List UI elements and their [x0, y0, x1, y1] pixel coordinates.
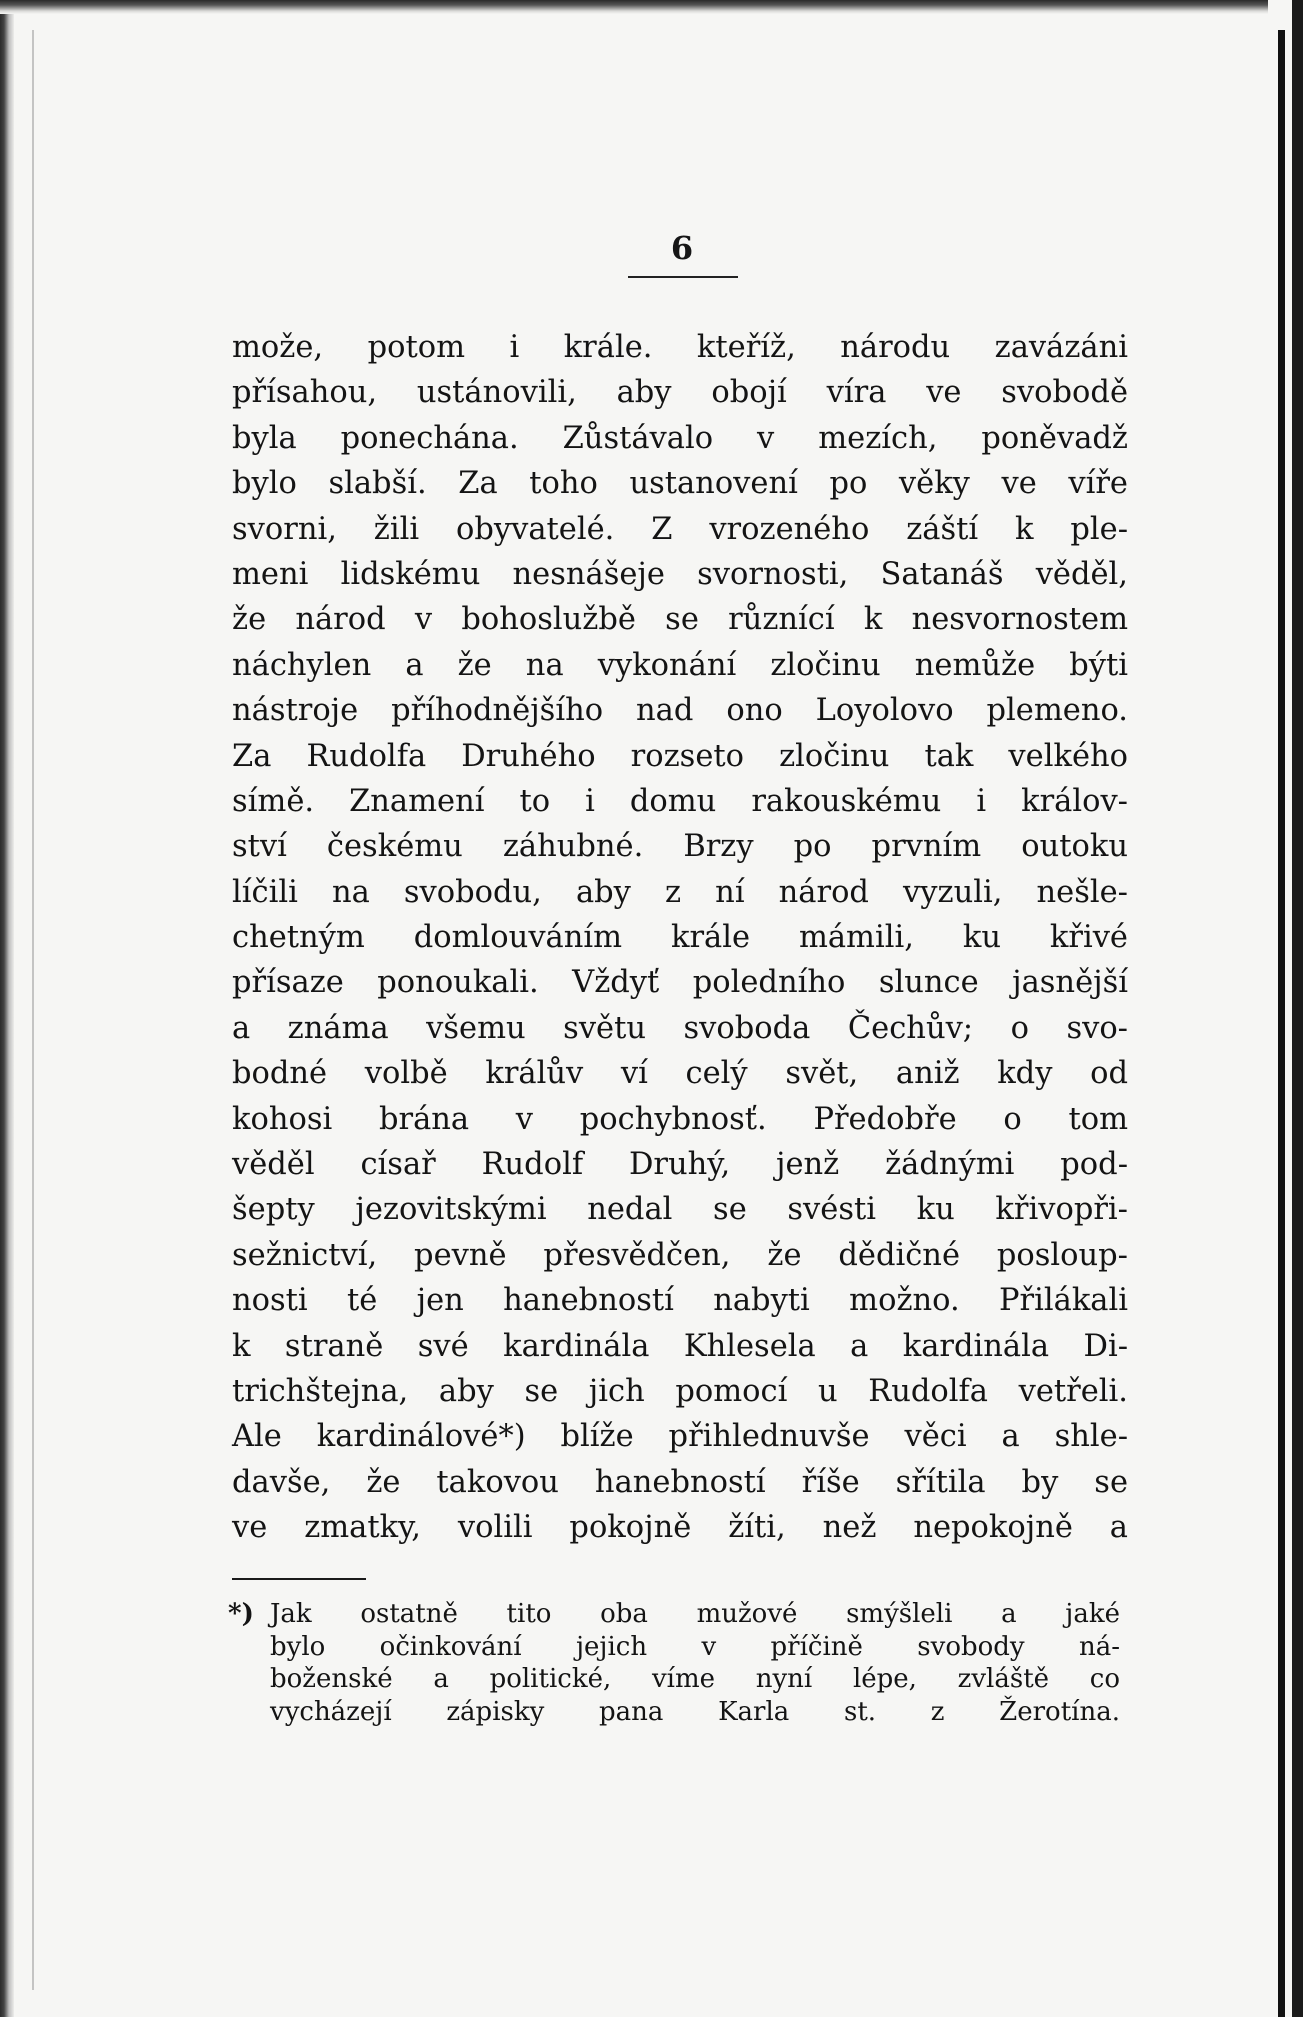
footnote-line: vycházejí zápisky pana Karla st. z Žerotína.	[270, 1696, 1120, 1727]
footnote-line: bylo očinkování jejich v příčině svobody ná-	[270, 1631, 1120, 1662]
text-line: meni lidskému nesnášeje svornosti, Satanáš věděl,	[232, 556, 1128, 592]
binding-edge	[1292, 0, 1303, 2017]
text-line: Za Rudolfa Druhého rozseto zločinu tak velkého	[232, 738, 1128, 774]
page-edge-shadow	[32, 30, 34, 1990]
footnote-line-first	[220, 1598, 1120, 1631]
binding-line	[1278, 30, 1285, 2017]
text-line: kohosi brána v pochybnosť. Předobře o tom	[232, 1101, 1128, 1137]
text-line: svorni, žili obyvatelé. Z vrozeného záští k ple-	[232, 511, 1128, 547]
text-line: náchylen a že na vykonání zločinu nemůže býti	[232, 647, 1128, 683]
text-line: byla ponechána. Zůstávalo v mezích, poněvadž	[232, 420, 1128, 456]
page-number-rule	[628, 276, 738, 278]
body-text	[232, 325, 1128, 1551]
text-line: Ale kardinálové*) blíže přihlednuvše věci a shle-	[232, 1419, 1128, 1455]
text-line: sežnictví, pevně přesvědčen, že dědičné posloup-	[232, 1237, 1128, 1273]
text-line: chetným domlouváním krále mámili, ku křivé	[232, 920, 1128, 956]
text-line: přísaze ponoukali. Vždyť poledního slunce jasnější	[232, 965, 1128, 1001]
text-line: že národ v bohoslužbě se různící k nesvornostem	[232, 602, 1128, 638]
text-line: šepty jezovitskými nedal se svésti ku křivopři-	[232, 1192, 1128, 1228]
page-number: 6	[670, 229, 694, 267]
footnote-marker: *)	[228, 1599, 254, 1629]
page-edge-right	[1268, 0, 1303, 2017]
text-line: věděl císař Rudolf Druhý, jenž žádnými pod-	[232, 1147, 1128, 1183]
text-line: bodné volbě králův ví celý svět, aniž kdy od	[232, 1056, 1128, 1092]
text-line: nástroje příhodnějšího nad ono Loyolovo plemeno.	[232, 693, 1128, 729]
footnote-rule	[232, 1578, 366, 1580]
text-line: k straně své kardinála Khlesela a kardinála Di-	[232, 1328, 1128, 1364]
page-edge-left	[0, 0, 14, 2017]
footnote-text: Jak ostatně tito oba mužové smýšleli a jaké	[270, 1599, 1120, 1629]
footnote-line: boženské a politické, víme nyní lépe, zvláště co	[270, 1664, 1120, 1694]
text-line: ve zmatky, volili pokojně žíti, než nepokojně a	[232, 1510, 1128, 1546]
page-edge-top	[0, 0, 1303, 14]
text-line: a známa všemu světu svoboda Čechův; o svo-	[232, 1010, 1128, 1046]
text-line: přísahou, ustánovili, aby obojí víra ve svobodě	[232, 375, 1128, 411]
text-line: može, potom i krále. kteříž, národu zavázáni	[232, 330, 1128, 365]
text-line: bylo slabší. Za toho ustanovení po věky ve víře	[232, 466, 1128, 502]
footnote	[228, 1598, 1120, 1728]
text-line: símě. Znamení to i domu rakouskému i králov-	[232, 783, 1128, 819]
text-line: nosti té jen hanebností nabyti možno. Přilákali	[232, 1283, 1128, 1319]
text-line: davše, že takovou hanebností říše sřítila by se	[232, 1464, 1128, 1500]
text-line: líčili na svobodu, aby z ní národ vyzuli, nešle-	[232, 874, 1128, 910]
text-line: ství českému záhubné. Brzy po prvním outoku	[232, 829, 1128, 865]
text-line: trichštejna, aby se jich pomocí u Rudolfa vetřeli.	[232, 1373, 1128, 1409]
